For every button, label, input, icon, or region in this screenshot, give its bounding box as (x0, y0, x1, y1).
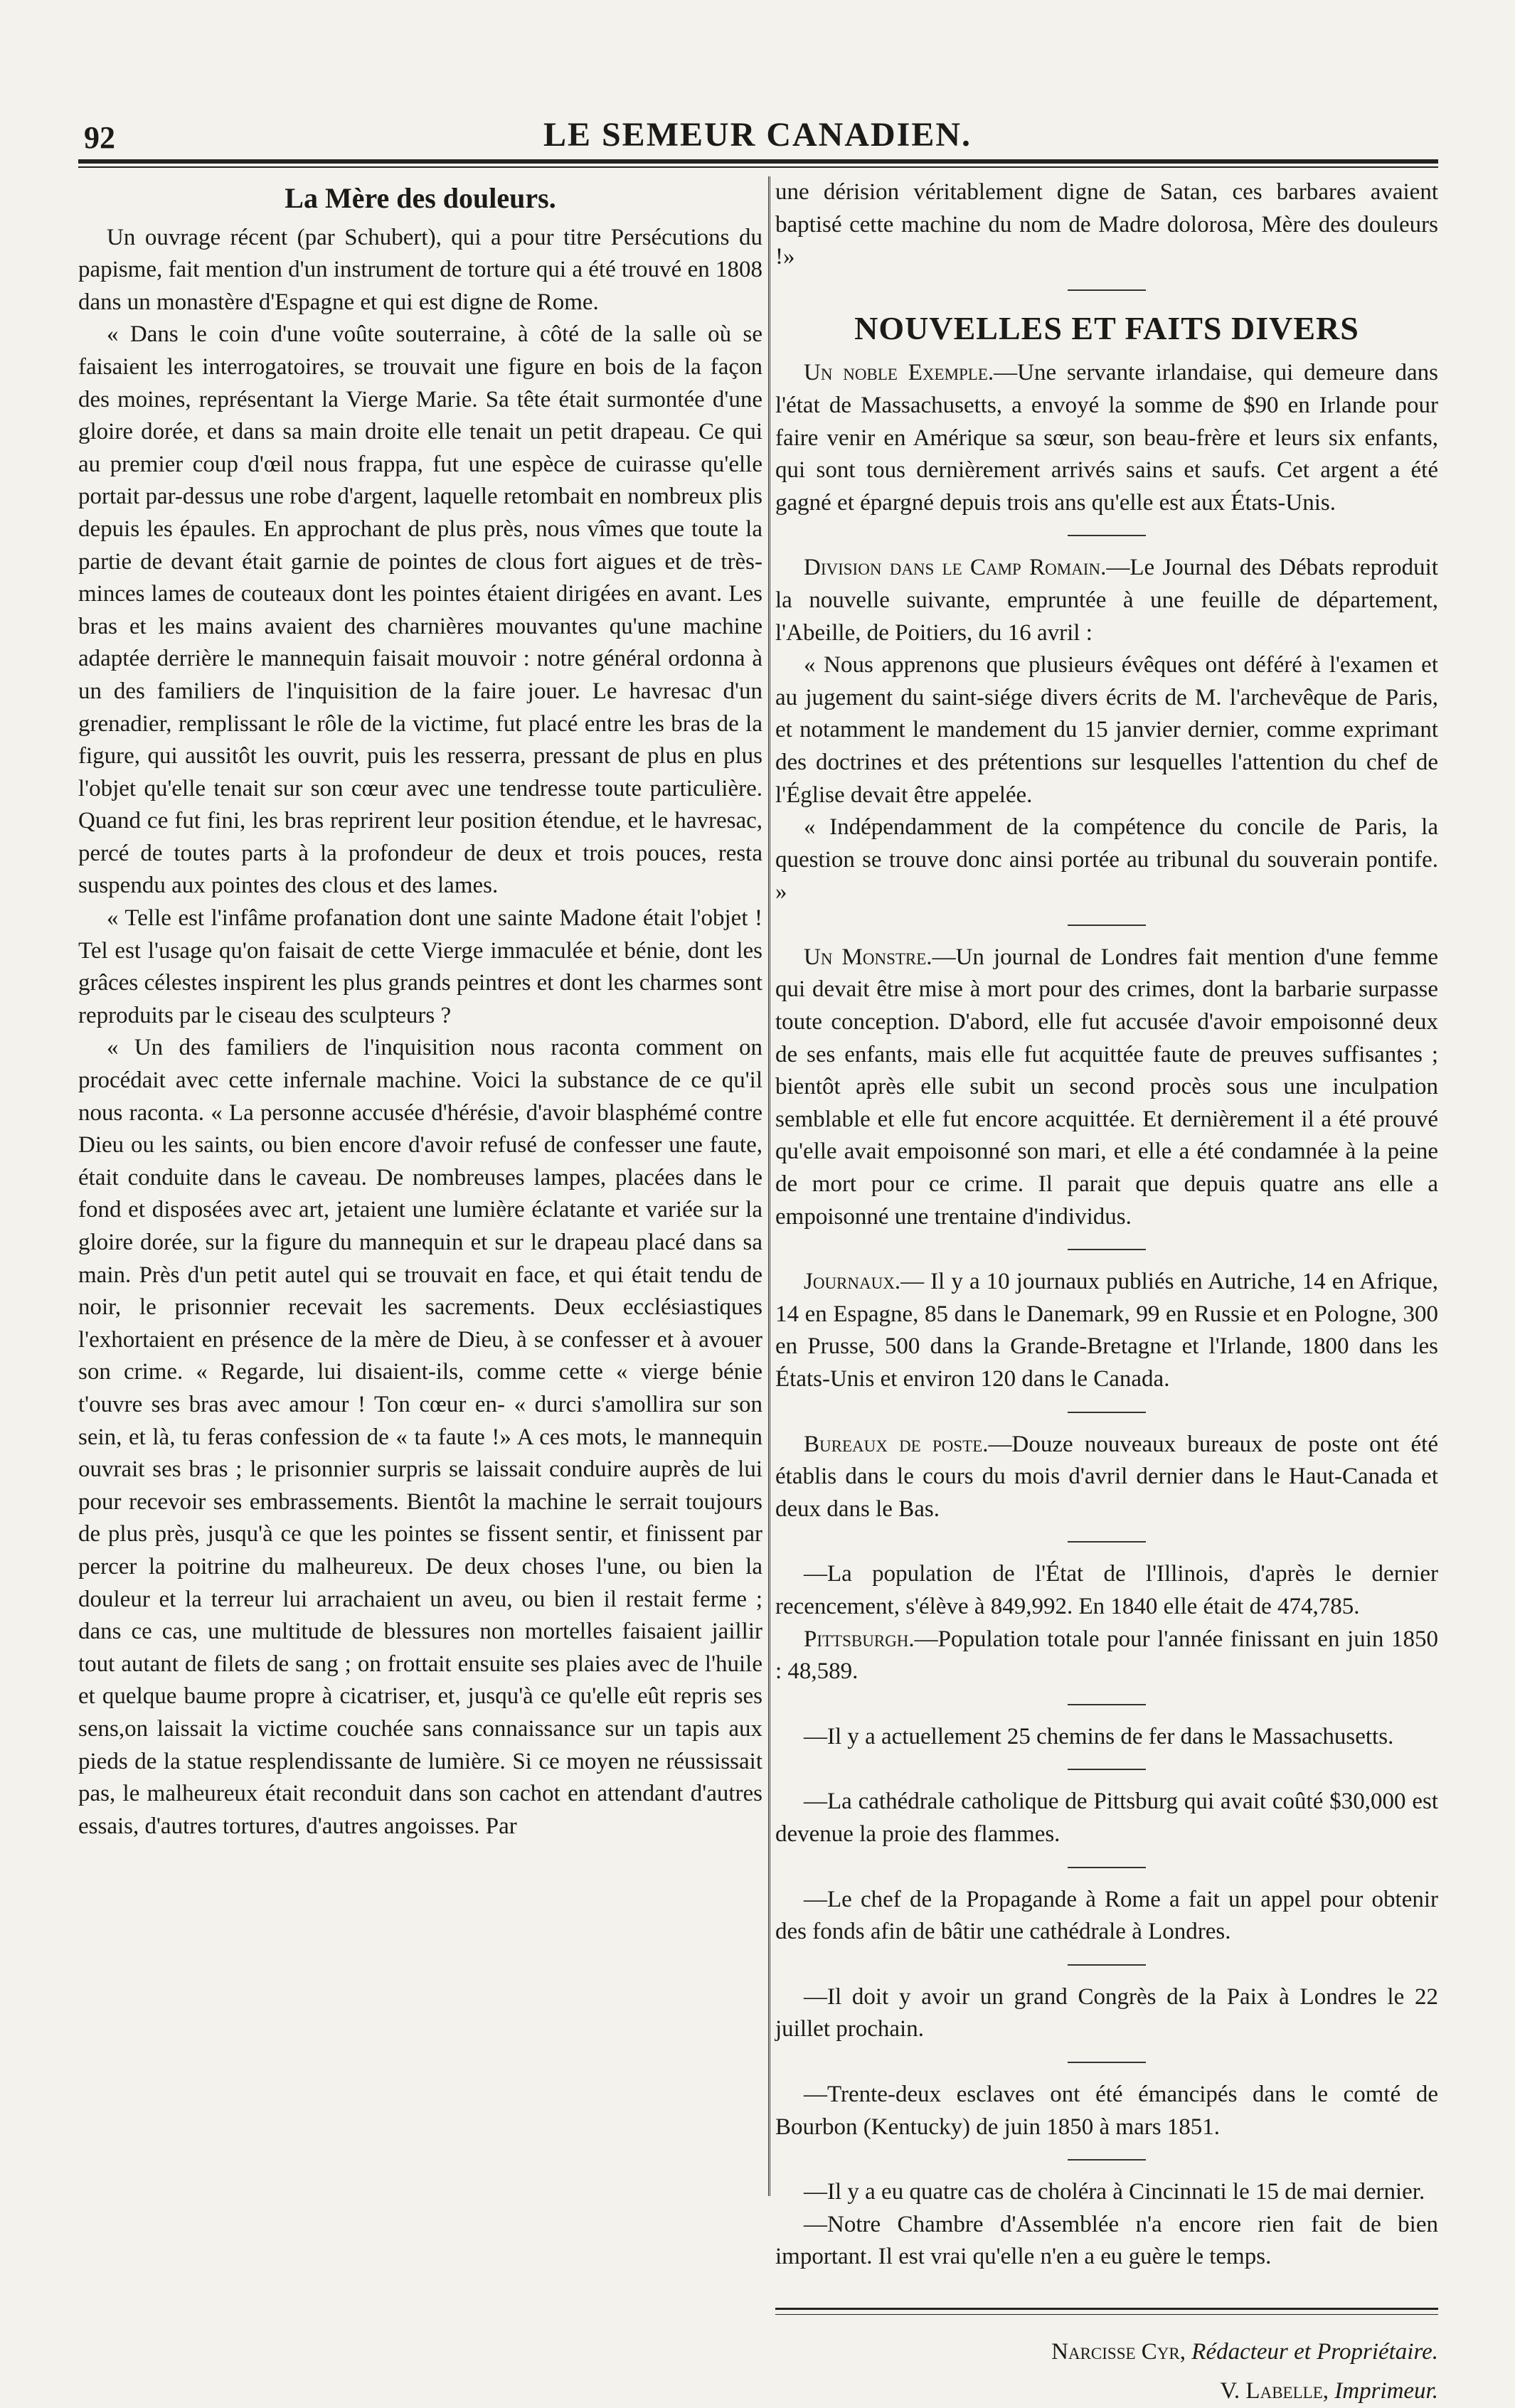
news-item (775, 1266, 1438, 1395)
article-continuation: une dérision véritablement digne de Satan, ces barbares avaient baptisé cette machine du nom de Madre dolorosa, Mère des douleurs !» (775, 179, 1438, 270)
separator-rule (1068, 289, 1146, 291)
separator-rule (1068, 1704, 1146, 1705)
separator-rule (1068, 1867, 1146, 1868)
news-item-text: —Le Journal des Débats reproduit la nouvelle suivante, empruntée à une feuille de département, l'Abeille, de Poitiers, du 16 avril : (775, 555, 1439, 646)
article-paragraph: « Telle est l'infâme profanation dont une sainte Madone était l'objet ! Tel est l'usage qu'on faisait de cette Vierge immaculée et bénie, dont les grâces célestes inspirent les plus grands peintres et dont les charmes sont reproduits par le ciseau des sculpteurs ? (78, 905, 762, 1028)
separator-rule (1068, 2159, 1146, 2161)
news-item-text: — Il y a 10 journaux publiés en Autriche, 14 en Afrique, 14 en Espagne, 85 dans le Danemark, 99 en Russie et en Pologne, 300 en Prusse, 500 dans la Grande-Bretagne et l'Irlande, 1800 dans les États-Unis et environ 120 dans le Canada. (775, 1269, 1438, 1392)
separator-rule (1068, 1249, 1146, 1250)
right-column (775, 176, 1438, 2408)
masthead-title: LE SEMEUR CANADIEN. (543, 116, 972, 154)
header-rule-thin (78, 166, 1438, 168)
news-item-heading: Pittsburgh. (804, 1626, 915, 1652)
separator-rule (1068, 925, 1146, 926)
page-number: 92 (84, 120, 115, 155)
news-item-text: —Population totale pour l'année finissant en juin 1850 : 48,589. (775, 1626, 1438, 1685)
news-item (775, 811, 1438, 909)
news-list (775, 357, 1438, 2274)
signature-editor (775, 2336, 1438, 2369)
news-item-text: —Notre Chambre d'Assemblée n'a encore rien fait de bien important. Il est vrai qu'elle n'en a eu guère le temps. (775, 2211, 1438, 2270)
news-item (775, 2209, 1438, 2274)
news-item-text: « Indépendamment de la compétence du concile de Paris, la question se trouve donc ainsi portée au tribunal du souverain pontife. » (775, 814, 1438, 905)
article-paragraph: Un ouvrage récent (par Schubert), qui a pour titre Persécutions du papisme, fait mention d'un instrument de torture qui a été trouvé en 1808 dans un monastère d'Espagne et qui est digne de Rome. (78, 224, 762, 315)
header-rule (78, 159, 1438, 164)
news-item (775, 1721, 1438, 1754)
article-paragraph: « Un des familiers de l'inquisition nous raconta comment on procédait avec cette infernale machine. Voici la substance de ce qu'il nous raconta. « La personne accusée d'hérésie, d'avoir blasphémé contre Dieu ou les saints, ou bien encore d'avoir refusé de confesser une faute, était conduite dans le caveau. De nombreuses lampes, placées dans le fond et disposées avec art, jetaient une lumière éclatante et variée sur la gloire dorée, sur la figure du mannequin et sur le drapeau placé dans sa main. Près d'un petit autel qui se trouvait en face, et qui était tendu de noir, le prisonnier recevait les sacrements. Deux ecclésiastiques l'exhortaient en présence de la mère de Dieu, à se confesser et à avouer son crime. « Regarde, lui disaient-ils, comme cette « vierge bénie t'ouvre ses bras avec amour ! Ton cœur en- « durci s'amollira sur son sein, et là, tu feras confession de « ta faute !» A ces mots, le mannequin ouvrait ses bras ; le prisonnier surpris se laissait conduire auprès de lui pour recevoir ses embrassements. Bientôt la machine le serrait toujours de plus près, jusqu'à ce que les pointes se fissent sentir, et finissent par percer la poitrine du malheureux. De deux choses l'une, ou bien la douleur et la terreur lui arrachaient un aveu, ou bien il restait ferme ; dans ce cas, une multitude de blessures non mortelles faisaient jaillir tout autant de filets de sang ; on frottait ensuite ses plaies avec de l'huile et quelque baume propre à cicatriser, et, jusqu'à ce qu'elle eût repris ses sens,on laissait la victime couchée sans connaissance sur un tapis aux pieds de la statue resplendissante de lumière. Si ce moyen ne réussissait pas, le malheureux était reconduit dans son cachot en attendant d'autres essais, d'autres tortures, d'autres angoisses. Par (78, 1035, 762, 1839)
news-item-text: —Le chef de la Propagande à Rome a fait un appel pour obtenir des fonds afin de bâtir une cathédrale à Londres. (775, 1886, 1438, 1945)
article-paragraph: « Dans le coin d'une voûte souterraine, à côté de la salle où se faisaient les interrogatoires, se trouvait une figure en bois de la façon des moines, représentant la Vierge Marie. Sa tête était surmontée d'une gloire dorée, et dans sa main droite elle tenait un petit drapeau. Ce qui au premier coup d'œil nous frappa, fut une espèce de cuirasse qu'elle portait par-dessus une robe d'argent, laquelle retombait en nombreux plis depuis les épaules. En approchant de plus près, nous vîmes que toute la partie de devant était garnie de pointes de clous fort aigues et de très-minces lames de couteaux dont les pointes étaient dirigées en avant. Les bras et les mains avaient des charnières mouvantes qu'une machine adaptée derrière le mannequin faisait mouvoir : notre général ordonna à un des familiers de l'inquisition de la faire jouer. Le havresac d'un grenadier, remplissant le rôle de la victime, fut placé entre les bras de la figure, qui aussitôt les ouvrit, puis les resserra, pressant de plus en plus l'objet qu'elle tenait sur son cœur avec une tendresse toute particulière. Quand ce fut fini, les bras reprirent leur position étendue, et le havresac, percé de toutes parts à la profondeur de deux et trois pouces, resta suspendu aux pointes des clous et des lames. (78, 321, 762, 899)
news-item (775, 1884, 1438, 1949)
separator-rule (1068, 1769, 1146, 1770)
footer-rule (775, 2308, 1438, 2310)
news-item-text: —Il y a eu quatre cas de choléra à Cincinnati le 15 de mai dernier. (804, 2179, 1425, 2205)
article-title: La Mère des douleurs. (285, 182, 556, 214)
separator-rule (1068, 1964, 1146, 1966)
news-item-text: —Il y a actuellement 25 chemins de fer dans le Massachusetts. (804, 1723, 1394, 1749)
separator-rule (1068, 1541, 1146, 1543)
news-item-text: —La cathédrale catholique de Pittsburg qui avait coûté $30,000 est devenue la proie des flammes. (775, 1789, 1438, 1847)
printer-role: Imprimeur. (1334, 2378, 1438, 2404)
news-item-text: —Trente-deux esclaves ont été émancipés dans le comté de Bourbon (Kentucky) de juin 1850 à mars 1851. (775, 2081, 1438, 2140)
section-title: NOUVELLES ET FAITS DIVERS (854, 309, 1359, 346)
news-item (775, 1786, 1438, 1850)
news-item (775, 1981, 1438, 2046)
news-item-heading: Bureaux de poste. (804, 1431, 989, 1457)
news-item-text: « Nous apprenons que plusieurs évêques ont déféré à l'examen et au jugement du saint-siége divers écrits de M. l'archevêque de Paris, et notamment le mandement du 15 janvier dernier, comme exprimant des doctrines et des prétentions sur lesquelles l'attention du chef de l'Église devait être appelée. (775, 652, 1438, 808)
news-item-text: —Un journal de Londres fait mention d'une femme qui devait être mise à mort pour des crimes, dont la barbarie surpasse toute conception. D'abord, elle fut accusée d'avoir empoisonné deux de ses enfants, mais elle fut acquittée faute de preuves suffisantes ; bientôt après elle subit un second procès sous une inculpation semblable et elle fut encore acquittée. Et dernièrement il a été prouvé qu'elle avait empoisonné son mari, et elle a été condamnée à la peine de mort pour ce crime. Il parait que depuis quatre ans elle a empoisonné une trentaine d'individus. (775, 944, 1438, 1230)
news-item (775, 649, 1438, 811)
news-item-heading: Journaux. (804, 1269, 901, 1295)
column-divider (768, 176, 770, 2196)
news-item-text: —Douze nouveaux bureaux de poste ont été établis dans le cours du mois d'avril dernier dans le Haut-Canada et deux dans le Bas. (775, 1431, 1438, 1522)
news-item (775, 1624, 1438, 1688)
separator-rule (1068, 535, 1146, 536)
news-item (775, 552, 1438, 649)
separator-rule (1068, 1412, 1146, 1413)
news-item-heading: Division dans le Camp Romain. (804, 555, 1107, 581)
news-item (775, 1558, 1438, 1623)
news-item-heading: Un Monstre. (804, 944, 932, 970)
news-item (775, 2176, 1438, 2209)
left-column (78, 176, 762, 1843)
news-item (775, 1429, 1438, 1526)
printer-name: V. Labelle, (1220, 2378, 1335, 2404)
separator-rule (1068, 2062, 1146, 2063)
news-item (775, 942, 1438, 1233)
editor-name: Narcisse Cyr, (1051, 2338, 1192, 2365)
footer-rule-thin (775, 2314, 1438, 2315)
news-item-text: —Une servante irlandaise, qui demeure dans l'état de Massachusetts, a envoyé la somme de $90 en Irlande pour faire venir en Amérique sa sœur, son beau-frère et leurs six enfants, qui sont tous dernièrement arrivés sains et saufs. Cet argent a été gagné et épargné depuis trois ans qu'elle est aux États-Unis. (775, 360, 1438, 516)
news-item (775, 357, 1438, 519)
news-item (775, 2079, 1438, 2143)
news-item-text: —La population de l'État de l'Illinois, d'après le dernier recencement, s'élève à 849,992. En 1840 elle était de 474,785. (775, 1561, 1438, 1619)
news-item-heading: Un noble Exemple. (804, 360, 994, 386)
news-item-text: —Il doit y avoir un grand Congrès de la Paix à Londres le 22 juillet prochain. (775, 1983, 1438, 2042)
editor-role: Rédacteur et Propriétaire. (1191, 2338, 1438, 2365)
signature-printer (775, 2375, 1438, 2408)
